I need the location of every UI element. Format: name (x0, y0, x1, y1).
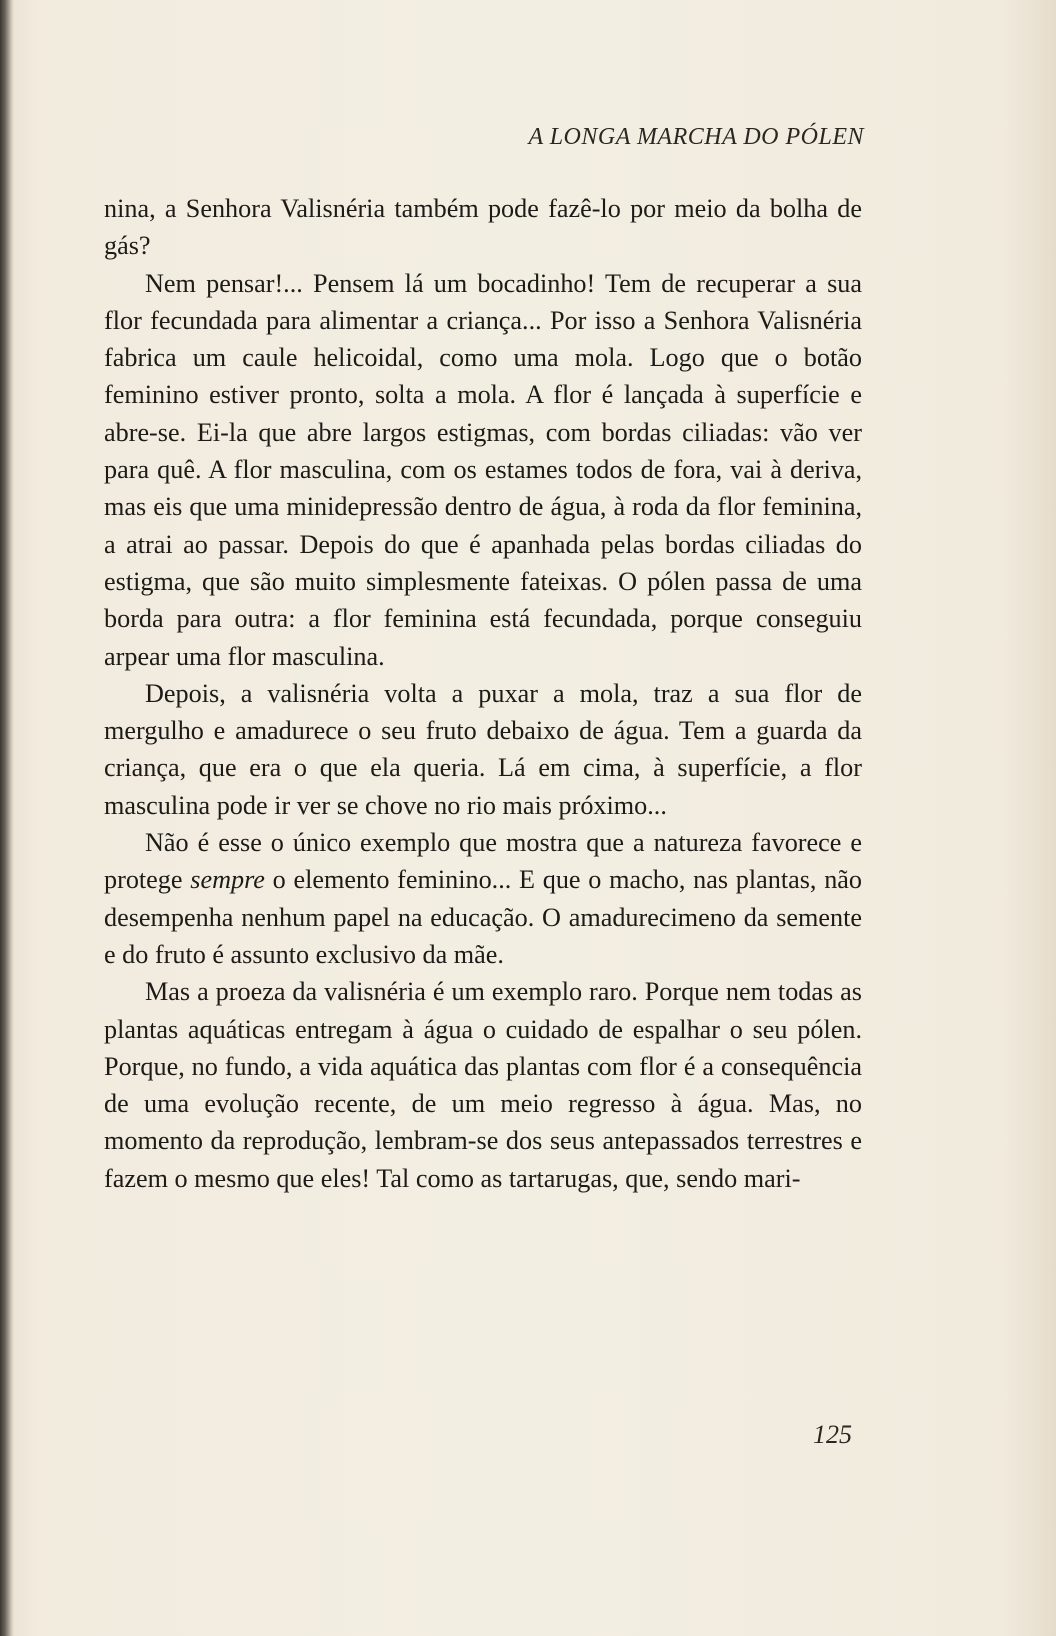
paragraph (104, 824, 862, 973)
emphasis-text: sempre (190, 865, 265, 895)
page-spine-edge (0, 0, 14, 1636)
paragraph: Depois, a valisnéria volta a puxar a mola, traz a sua flor de mergulho e amadurece o seu fruto debaixo de água. Tem a guarda da criança, que era o que ela queria. Lá em cima, à superfície, a flor masculina pode ir ver se chove no rio mais próximo... (104, 678, 862, 820)
running-head-title: A LONGA MARCHA DO PÓLEN (528, 124, 864, 150)
page-number: 125 (813, 1420, 852, 1449)
paragraph-continuation: nina, a Senhora Valisnéria também pode fazê-lo por meio da bolha de gás? (104, 194, 862, 261)
paragraph-text: Não é esse o único exemplo que mostra que a natureza favorece e protege (104, 828, 862, 895)
paragraph: Nem pensar!... Pensem lá um bocadinho! Tem de recuperar a sua flor fecundada para alimentar a criança... Por isso a Senhora Valisnéria fabrica um caule helicoidal, como uma mola. Logo que o botão feminino estiver pronto, solta a mola. A flor é lançada à superfície e abre-se. Ei-la que abre largos estigmas, com bordas ciliadas: vão ver para quê. A flor masculina, com os estames todos de fora, vai à deriva, mas eis que uma minidepressão dentro de água, à roda da flor feminina, a atrai ao passar. Depois do que é apanhada pelas bordas ciliadas do estigma, que são muito simplesmente fateixas. O pólen passa de uma borda para outra: a flor feminina está fecundada, porque conseguiu arpear uma flor masculina. (104, 268, 862, 671)
paragraph: Mas a proeza da valisnéria é um exemplo raro. Porque nem todas as plantas aquáticas entregam à água o cuidado de espalhar o seu pólen. Porque, no fundo, a vida aquática das plantas com flor é a consequência de uma evolução recente, de um meio regresso à água. Mas, no momento da reprodução, lembram-se dos seus antepassados terrestres e fazem o mesmo que eles! Tal como as tartarugas, que, sendo mari- (104, 977, 862, 1193)
paragraph-text: o elemento feminino... E que o macho, nas plantas, não desempenha nenhum papel na educação. O amadurecimeno da semente e do fruto é assunto exclusivo da mãe. (104, 865, 863, 969)
body-text (104, 190, 862, 1197)
